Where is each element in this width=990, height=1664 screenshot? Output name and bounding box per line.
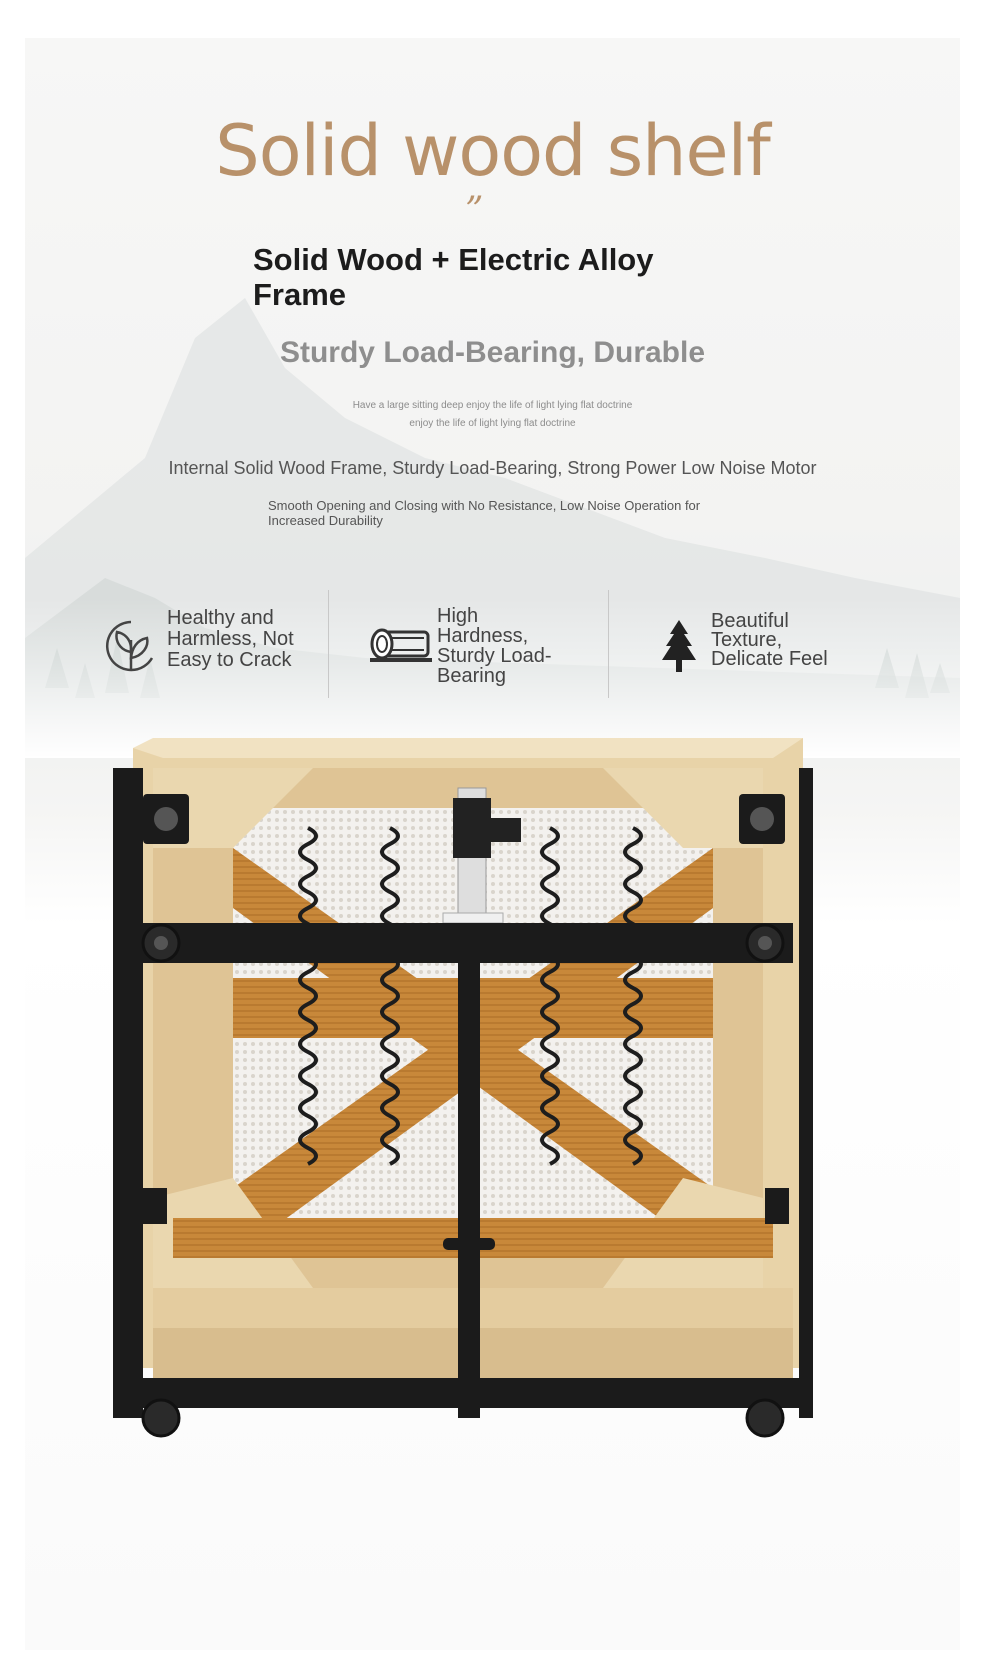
murphy-bed-frame-image — [113, 728, 833, 1448]
leaf-icon — [105, 616, 157, 676]
product-note: Smooth Opening and Closing with No Resistance, Low Noise Operation for Increased Durability — [268, 498, 701, 528]
section-subheading: Sturdy Load-Bearing, Durable — [279, 336, 706, 369]
pine-tree-icon — [658, 618, 700, 674]
quote-mark: ” — [465, 190, 484, 231]
product-card — [25, 38, 960, 1650]
feature-label: Beautiful Texture, Delicate Feel — [711, 610, 828, 670]
small-caption-2: enjoy the life of light lying flat doctrine — [409, 418, 576, 429]
page-title: Solid wood shelf — [215, 110, 770, 192]
divider — [608, 590, 609, 698]
section-heading: Solid Wood + Electric Alloy Frame — [253, 242, 654, 312]
wood-log-icon — [368, 622, 434, 666]
product-description: Internal Solid Wood Frame, Sturdy Load-Bearing, Strong Power Low Noise Motor — [168, 458, 817, 478]
feature-label: Healthy and Harmless, Not Easy to Crack — [167, 607, 294, 671]
small-caption-1: Have a large sitting deep enjoy the life of light lying flat doctrine — [352, 400, 633, 411]
divider — [328, 590, 329, 698]
feature-label: High Hardness, Sturdy Load-Bearing — [437, 605, 552, 687]
